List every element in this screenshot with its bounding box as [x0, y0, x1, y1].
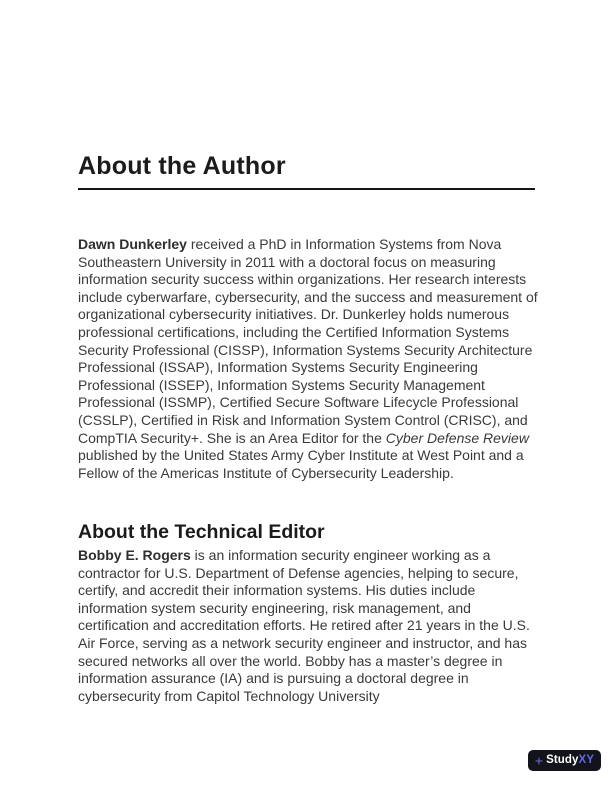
- heading-underline: [78, 188, 535, 190]
- author-bio-text-1: received a PhD in Information Systems from Nova Southeastern University in 2011 with a doctoral focus on measuring information security success within organizations. Her research interests include cyberwarfare, cybersecurity, and the success and measurement of organizational cybersecurity initiatives. Dr. Dunkerley holds numerous professional certifications, including the Certified Information Systems Security Professional (CISSP), Information Systems Security Architecture Professional (ISSAP), Information Systems Security Engineering Professional (ISSEP), Information Systems Security Management Professional (ISSMP), Certified Secure Software Lifecycle Professional (CSSLP), Certified in Risk and Information System Control (CRISC), and CompTIA Security+. She is an Area Editor for the: [78, 236, 538, 446]
- plus-icon: +: [534, 752, 544, 768]
- technical-editor-heading: About the Technical Editor: [78, 521, 325, 543]
- author-name: Dawn Dunkerley: [78, 236, 187, 252]
- brand-primary-text: Study: [546, 753, 579, 766]
- editor-bio-text: is an information security engineer working as a contractor for U.S. Department of Defense agencies, helping to secure, certify, and accredit their information systems. His duties include information system security engineering, risk management, and certification and accreditation efforts. He retired after 21 years in the U.S. Air Force, serving as a network security engineer and instructor, and has secured networks all over the world. Bobby has a master’s degree in information assurance (IA) and is pursuing a doctoral degree in cybersecurity from Capitol Technology University: [78, 547, 530, 704]
- brand-accent-text: XY: [578, 753, 595, 766]
- journal-title: Cyber Defense Review: [385, 429, 529, 446]
- author-bio-paragraph: [78, 236, 542, 482]
- page-title: About the Author: [78, 152, 286, 180]
- author-bio-text-2: published by the United States Army Cyber Institute at West Point and a Fellow of the Americas Institute of Cybersecurity Leadership.: [78, 447, 524, 481]
- studyxy-brand-badge[interactable]: [528, 750, 601, 771]
- studyxy-logo-text: [546, 755, 594, 767]
- editor-bio-paragraph: [78, 547, 542, 705]
- technical-editor-section: [78, 521, 542, 705]
- editor-name: Bobby E. Rogers: [78, 547, 191, 563]
